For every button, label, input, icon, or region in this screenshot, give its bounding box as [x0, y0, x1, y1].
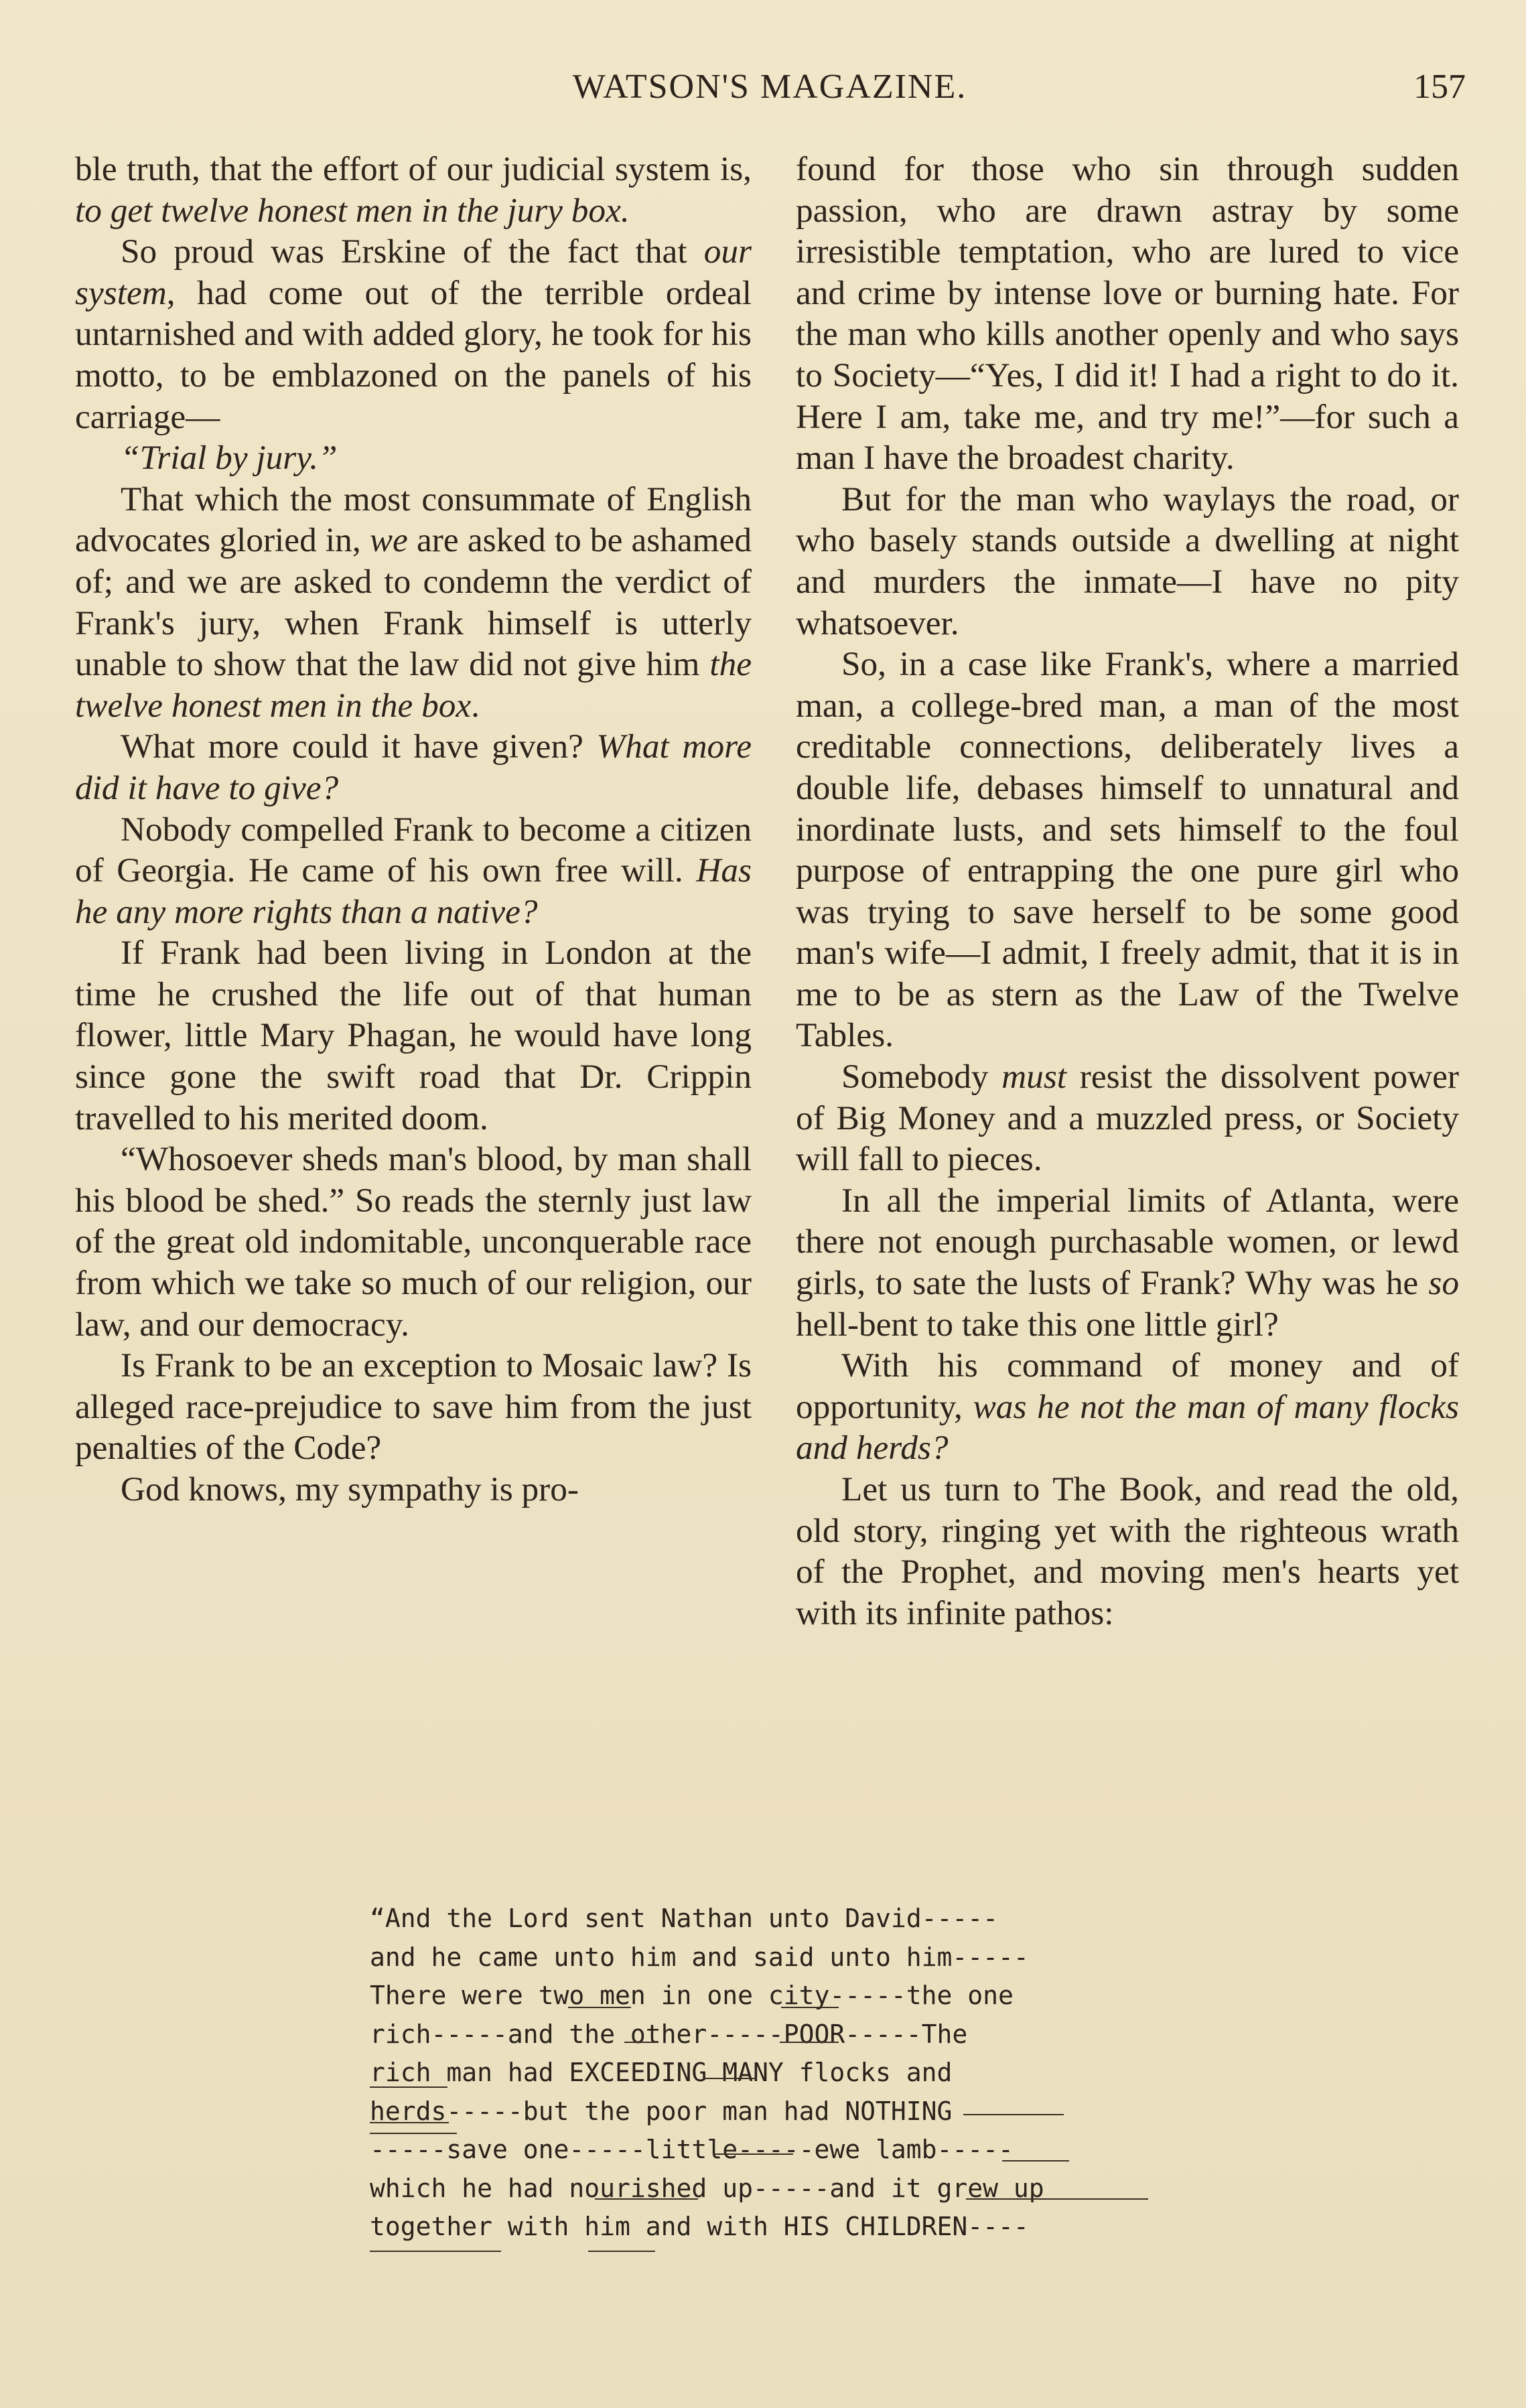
quote-line: “And the Lord sent Nathan unto David-----: [370, 1904, 998, 1933]
scripture-quote: [370, 1900, 1147, 2247]
quote-line: and he came unto him and said unto him-----: [370, 1942, 1029, 1972]
underline-mark: [370, 2251, 501, 2252]
paragraph: With his command of money and of opportunity, was he not the man of many flocks and herds?: [796, 1346, 1459, 1468]
page-number: 157: [1413, 68, 1466, 106]
right-column: [796, 149, 1459, 1634]
paragraph: Is Frank to be an exception to Mosaic law? Is alleged race-prejudice to save him from the just penalties of the Code?: [75, 1346, 752, 1468]
paragraph: God knows, my sympathy is pro-: [121, 1470, 579, 1508]
underline-mark: [963, 2114, 1064, 2115]
quote-line: herds-----but the poor man had NOTHING: [370, 2096, 953, 2126]
quote-line: -----save one-----little-----ewe lamb-----: [370, 2135, 1014, 2164]
motto-line: “Trial by jury.”: [121, 439, 338, 478]
underline-mark: [781, 2007, 839, 2008]
quote-line: which he had nourished up-----and it grew up: [370, 2173, 1044, 2203]
underline-mark: [588, 2251, 655, 2252]
paragraph: So proud was Erskine of the fact that our system, had come out of the terrible ordeal untarnished and with added glory, he took for his motto, to be emblazoned on the panels of his carriage—: [75, 232, 752, 436]
underline-mark: [595, 2198, 698, 2200]
underline-mark: [568, 2007, 631, 2008]
quote-line: There were two men in one city-----the one: [370, 1981, 1014, 2010]
underline-mark: [624, 2042, 656, 2043]
paragraph: So, in a case like Frank's, where a married man, a college-bred man, a man of the most creditable connections, deliberately lives a double life, debases himself to unnatural and inordinate lusts, and sets himself to the foul purpose of entrapping the one pure girl who was trying to save herself to be some good man's wife—I admit, I freely admit, that it is in me to be as stern as the Law of the Twelve Tables.: [796, 645, 1459, 1055]
underline-mark: [780, 2042, 839, 2043]
paragraph: Let us turn to The Book, and read the old, old story, ringing yet with the righteous wrath of the Prophet, and moving men's hearts yet with its infinite pathos:: [796, 1470, 1459, 1632]
quote-line: together with him and with HIS CHILDREN----: [370, 2212, 1029, 2241]
paragraph: Nobody compelled Frank to become a citizen of Georgia. He came of his own free will. Has he any more rights than a native?: [75, 810, 752, 931]
paragraph: But for the man who waylays the road, or who basely stands outside a dwelling at night and murders the inmate—I have no pity whatsoever.: [796, 480, 1459, 642]
paragraph: ble truth, that the effort of our judicial system is, to get twelve honest men in the jury box.: [75, 150, 752, 230]
paragraph: That which the most consummate of English advocates gloried in, we are asked to be ashamed of; and we are asked to condemn the verdict of Frank's jury, when Frank himself is utterly unable to show that the law did not give him the twelve honest men in the box.: [75, 480, 752, 725]
underline-mark: [370, 2086, 447, 2088]
underline-mark: [1002, 2160, 1069, 2162]
quote-line: rich-----and the other-----POOR-----The: [370, 2019, 968, 2049]
left-column: [75, 149, 752, 1510]
underline-mark: [713, 2153, 793, 2155]
paragraph: In all the imperial limits of Atlanta, were there not enough purchasable women, or lewd girls, to sate the lusts of Frank? Why was he so hell-bent to take this one little girl?: [796, 1181, 1459, 1344]
paragraph: “Whosoever sheds man's blood, by man shall his blood be shed.” So reads the sternly just law of the great old indomitable, unconquerable race from which we take so much of our religion, our law, and our democracy.: [75, 1140, 752, 1344]
paragraph: What more could it have given? What more did it have to give?: [75, 727, 752, 807]
underline-mark: [703, 2078, 757, 2079]
paragraph: Somebody must resist the dissolvent power of Big Money and a muzzled press, or Society will fall to pieces.: [796, 1058, 1460, 1179]
underline-mark: [370, 2122, 449, 2123]
paragraph: found for those who sin through sudden passion, who are drawn astray by some irresistible temptation, who are lured to vice and crime by intense love or burning hate. For the man who kills another openly and who says to Society—“Yes, I did it! I had a right to do it. Here I am, take me, and try me!”—for such a man I have the broadest charity.: [796, 150, 1459, 478]
underline-mark: [966, 2198, 1148, 2200]
underline-mark: [370, 2133, 457, 2134]
quote-line: rich man had EXCEEDING MANY flocks and: [370, 2058, 953, 2087]
running-title: WATSON'S MAGAZINE.: [572, 68, 967, 106]
paragraph: If Frank had been living in London at the time he crushed the life out of that human flower, little Mary Phagan, he would have long since gone the swift road that Dr. Crippin travelled to his merited doom.: [75, 934, 752, 1137]
page-header: [74, 67, 1466, 114]
